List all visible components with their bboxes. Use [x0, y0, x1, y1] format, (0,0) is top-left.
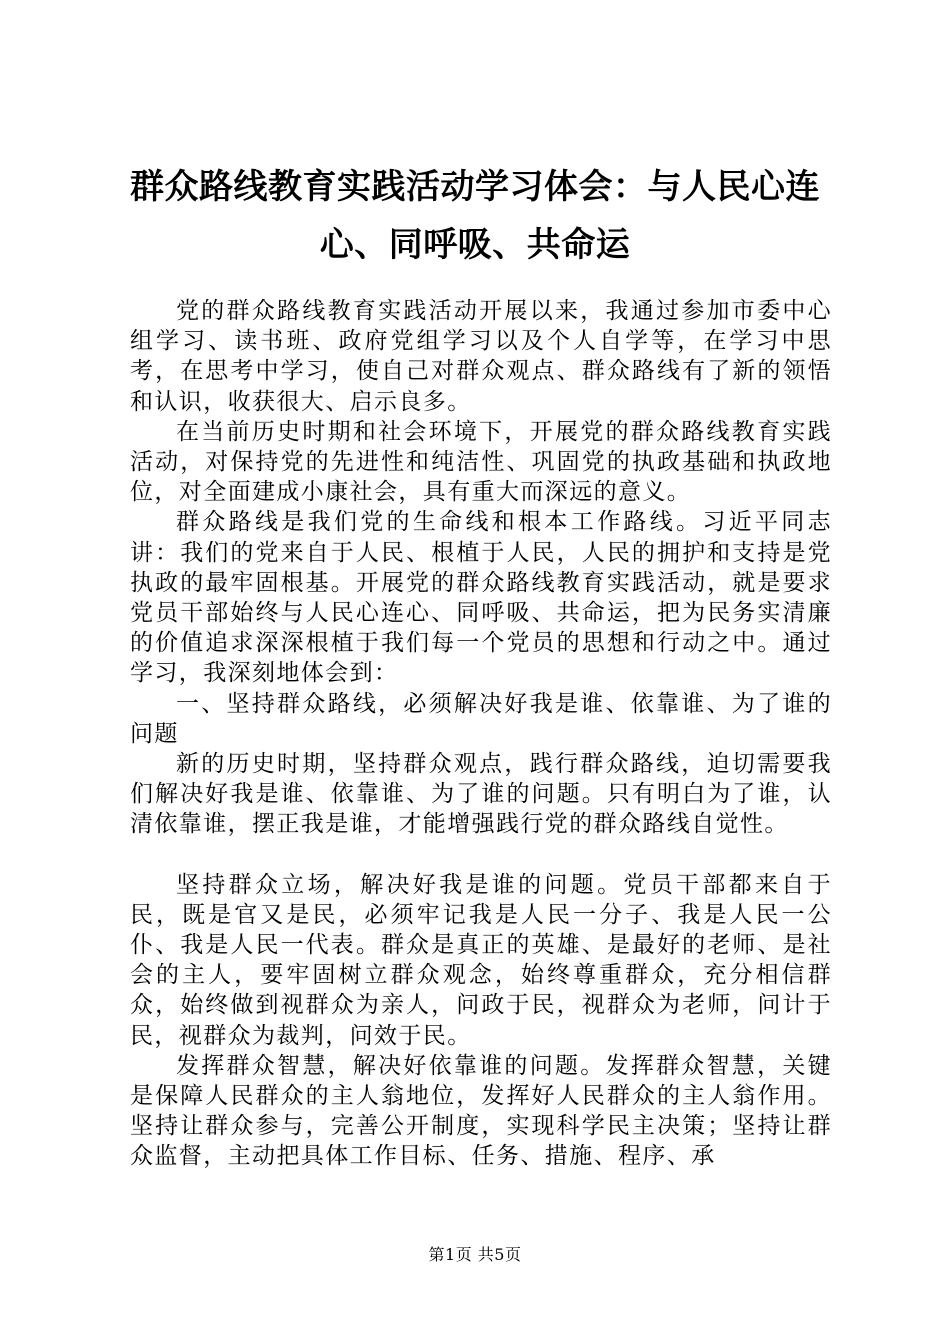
- document-title: 群众路线教育实践活动学习体会：与人民心连心、同呼吸、共命运: [130, 167, 820, 265]
- paragraph: 党的群众路线教育实践活动开展以来，我通过参加市委中心组学习、读书班、政府党组学习以及个人自学等，在学习中思考，在思考中学习，使自己对群众观点、群众路线有了新的领悟和认识，收获很大、启示良多。: [130, 298, 832, 415]
- page-footer: 第1页 共5页: [428, 1245, 522, 1264]
- paragraph: 发挥群众智慧，解决好依靠谁的问题。发挥群众智慧，关键是保障人民群众的主人翁地位，发挥好人民群众的主人翁作用。坚持让群众参与，完善公开制度，实现科学民主决策；坚持让群众监督，主动把具体工作目标、任务、措施、程序、承: [130, 1052, 832, 1170]
- paragraph: 坚持群众立场，解决好我是谁的问题。党员干部都来自于民，既是官又是民，必须牢记我是人民一分子、我是人民一公仆、我是人民一代表。群众是真正的英雄、是最好的老师、是社会的主人，要牢固树立群众观念，始终尊重群众，充分相信群众，始终做到视群众为亲人，问政于民，视群众为老师，问计于民，视群众为裁判，问效于民。: [130, 871, 832, 1049]
- paragraph: 新的历史时期，坚持群众观点，践行群众路线，迫切需要我们解决好我是谁、依靠谁、为了谁的问题。只有明白为了谁，认清依靠谁，摆正我是谁，才能增强践行党的群众路线自觉性。: [130, 751, 832, 838]
- document-body: [130, 296, 832, 1172]
- paragraph: 在当前历史时期和社会环境下，开展党的群众路线教育实践活动，对保持党的先进性和纯洁性、巩固党的执政基础和执政地位，对全面建成小康社会，具有重大而深远的意义。: [130, 418, 832, 506]
- section-heading: 一、坚持群众路线，必须解决好我是谁、依靠谁、为了谁的问题: [130, 690, 832, 747]
- paragraph: 群众路线是我们党的生命线和根本工作路线。习近平同志讲：我们的党来自于人民、根植于人民，人民的拥护和支持是党执政的最牢固根基。开展党的群众路线教育实践活动，就是要求党员干部始终与人民心连心、同呼吸、共命运，把为民务实清廉的价值追求深深根植于我们每一个党员的思想和行动之中。通过学习，我深刻地体会到：: [130, 509, 832, 687]
